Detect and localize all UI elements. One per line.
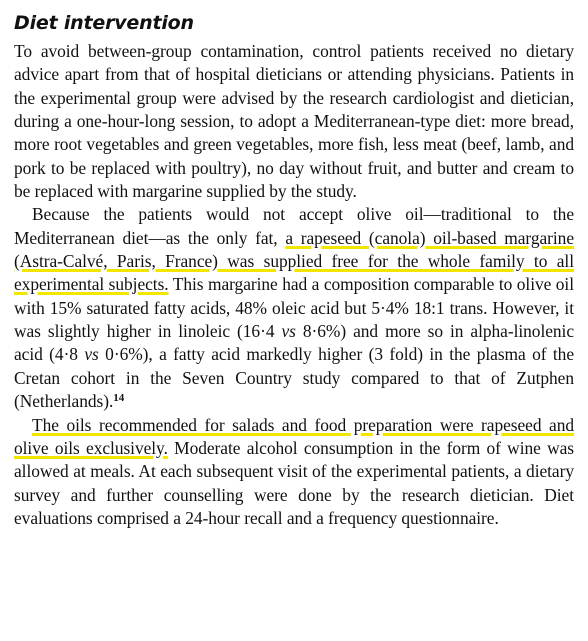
paragraph-text: To avoid between-group contamination, control patients received no dietary advice apart from that of hospital dieticians or attending physicians. Patients in the experimental group were advised by the research cardiologist and dietician, during a one-hour-long session, to adopt a Mediterranean-type diet: more bread, more root vegetables and green vegetables, more fish, less meat (beef, lamb, and pork to be replaced with poultry), no day without fruit, and butter and cream to be replaced with margarine supplied by the study. bbox=[14, 41, 574, 202]
article-section bbox=[14, 10, 574, 530]
paragraph-text: This margarine had a composition comparable to olive oil with 15% saturated fatty acids, 48% oleic acid but 5·4% 18:1 trans. However, it was slightly higher in linoleic (16·4 vs 8·6%) and more so in alpha-linolenic acid (4·8 vs 0·6%), a fatty acid markedly higher (3 fold) in the plasma of the Cretan cohort in the Seven Country study compared to that of Zutphen (Netherlands). bbox=[14, 274, 574, 412]
paragraph-1 bbox=[14, 40, 574, 203]
paragraph-text: Because the patients would not accept olive oil—traditional to the Mediterranean diet—as the only fat, bbox=[14, 204, 574, 248]
highlighted-text: The oils recommended for salads and food preparation were rapeseed and olive oils exclusively. bbox=[14, 414, 574, 458]
paragraph-3 bbox=[14, 414, 574, 531]
citation-reference: 14 bbox=[113, 392, 125, 405]
paragraph-2 bbox=[14, 203, 574, 413]
section-heading: Diet intervention bbox=[14, 12, 194, 34]
highlighted-text: a rapeseed (canola) oil-based margarine (Astra-Calvé, Paris, France) was supplied free for the whole family to all experimental subjects. bbox=[14, 227, 574, 295]
paragraph-text: Moderate alcohol consumption in the form of wine was allowed at meals. At each subsequent visit of the experimental patients, a dietary survey and further counselling were done by the research dietician. Diet evaluations comprised a 24-hour recall and a frequency questionnaire. bbox=[14, 437, 574, 528]
